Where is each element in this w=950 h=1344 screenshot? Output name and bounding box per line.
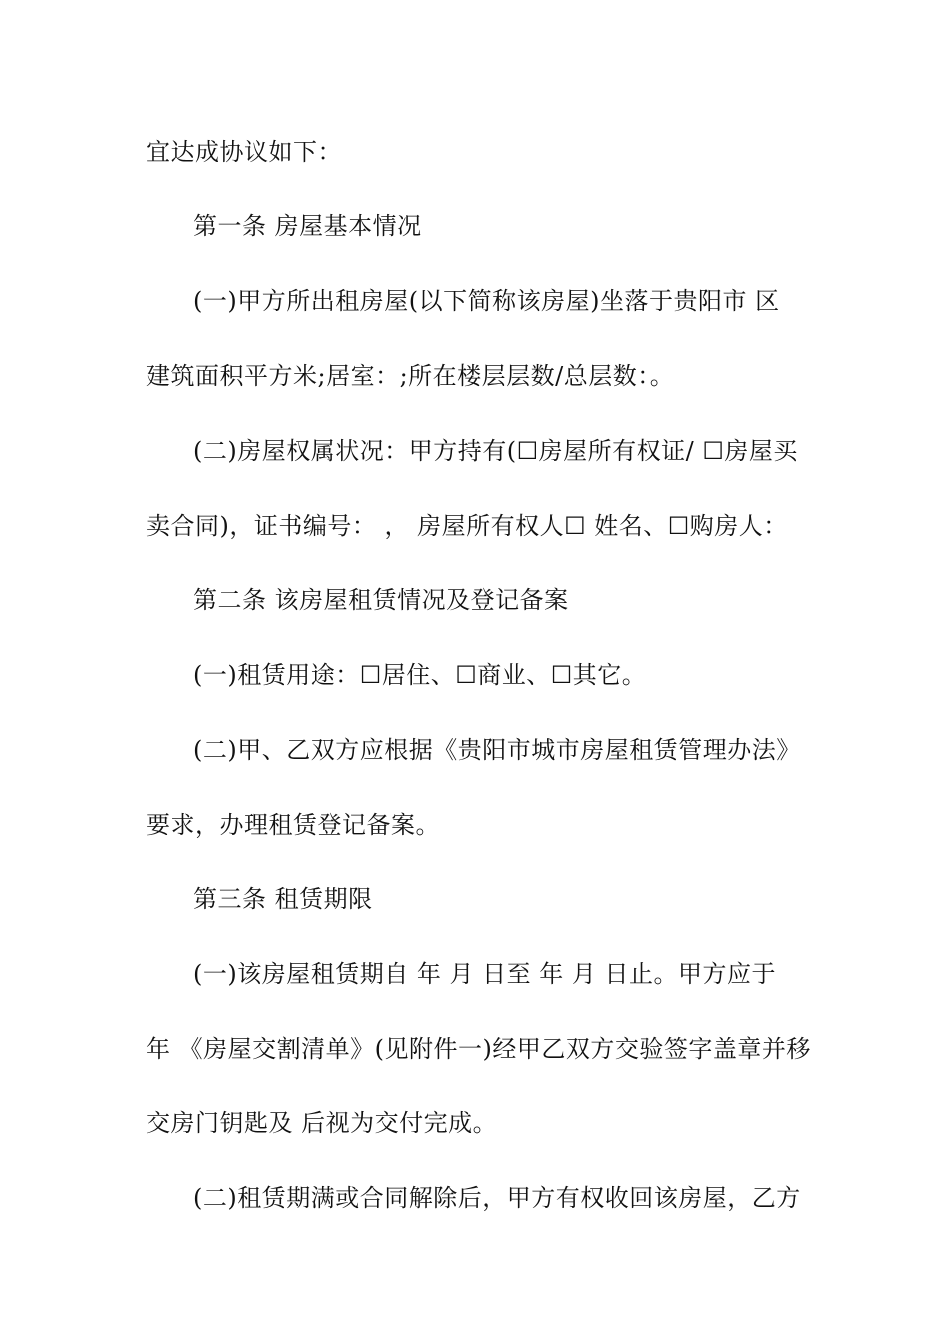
text-line-5: (二)房屋权属状况：甲方持有(☐房屋所有权证/ ☐房屋买 <box>193 437 798 465</box>
text-line-12: (一)该房屋租赁期自 年 月 日至 年 月 日止。甲方应于 <box>193 960 776 988</box>
text-line-4: 建筑面积平方米;居室：;所在楼层层数/总层数：。 <box>146 362 675 390</box>
text-line-8: (一)租赁用途：☐居住、☐商业、☐其它。 <box>193 661 647 689</box>
text-line-1: 宜达成协议如下： <box>146 138 342 166</box>
article-heading-3: 第三条 租赁期限 <box>193 885 373 913</box>
article-heading-1: 第一条 房屋基本情况 <box>193 212 422 240</box>
text-line-15: (二)租赁期满或合同解除后，甲方有权收回该房屋，乙方 <box>193 1184 801 1212</box>
text-line-9: (二)甲、乙双方应根据《贵阳市城市房屋租赁管理办法》 <box>193 736 801 764</box>
text-line-14: 交房门钥匙及 后视为交付完成。 <box>146 1109 498 1137</box>
text-line-10: 要求，办理租赁登记备案。 <box>146 811 440 839</box>
text-line-13: 年 《房屋交割清单》(见附件一)经甲乙双方交验签字盖章并移 <box>146 1035 811 1063</box>
text-line-3: (一)甲方所出租房屋(以下简称该房屋)坐落于贵阳市 区 <box>193 287 780 315</box>
article-heading-2: 第二条 该房屋租赁情况及登记备案 <box>193 586 569 614</box>
text-line-6: 卖合同)，证书编号： ， 房屋所有权人☐ 姓名、☐购房人： <box>146 512 788 540</box>
